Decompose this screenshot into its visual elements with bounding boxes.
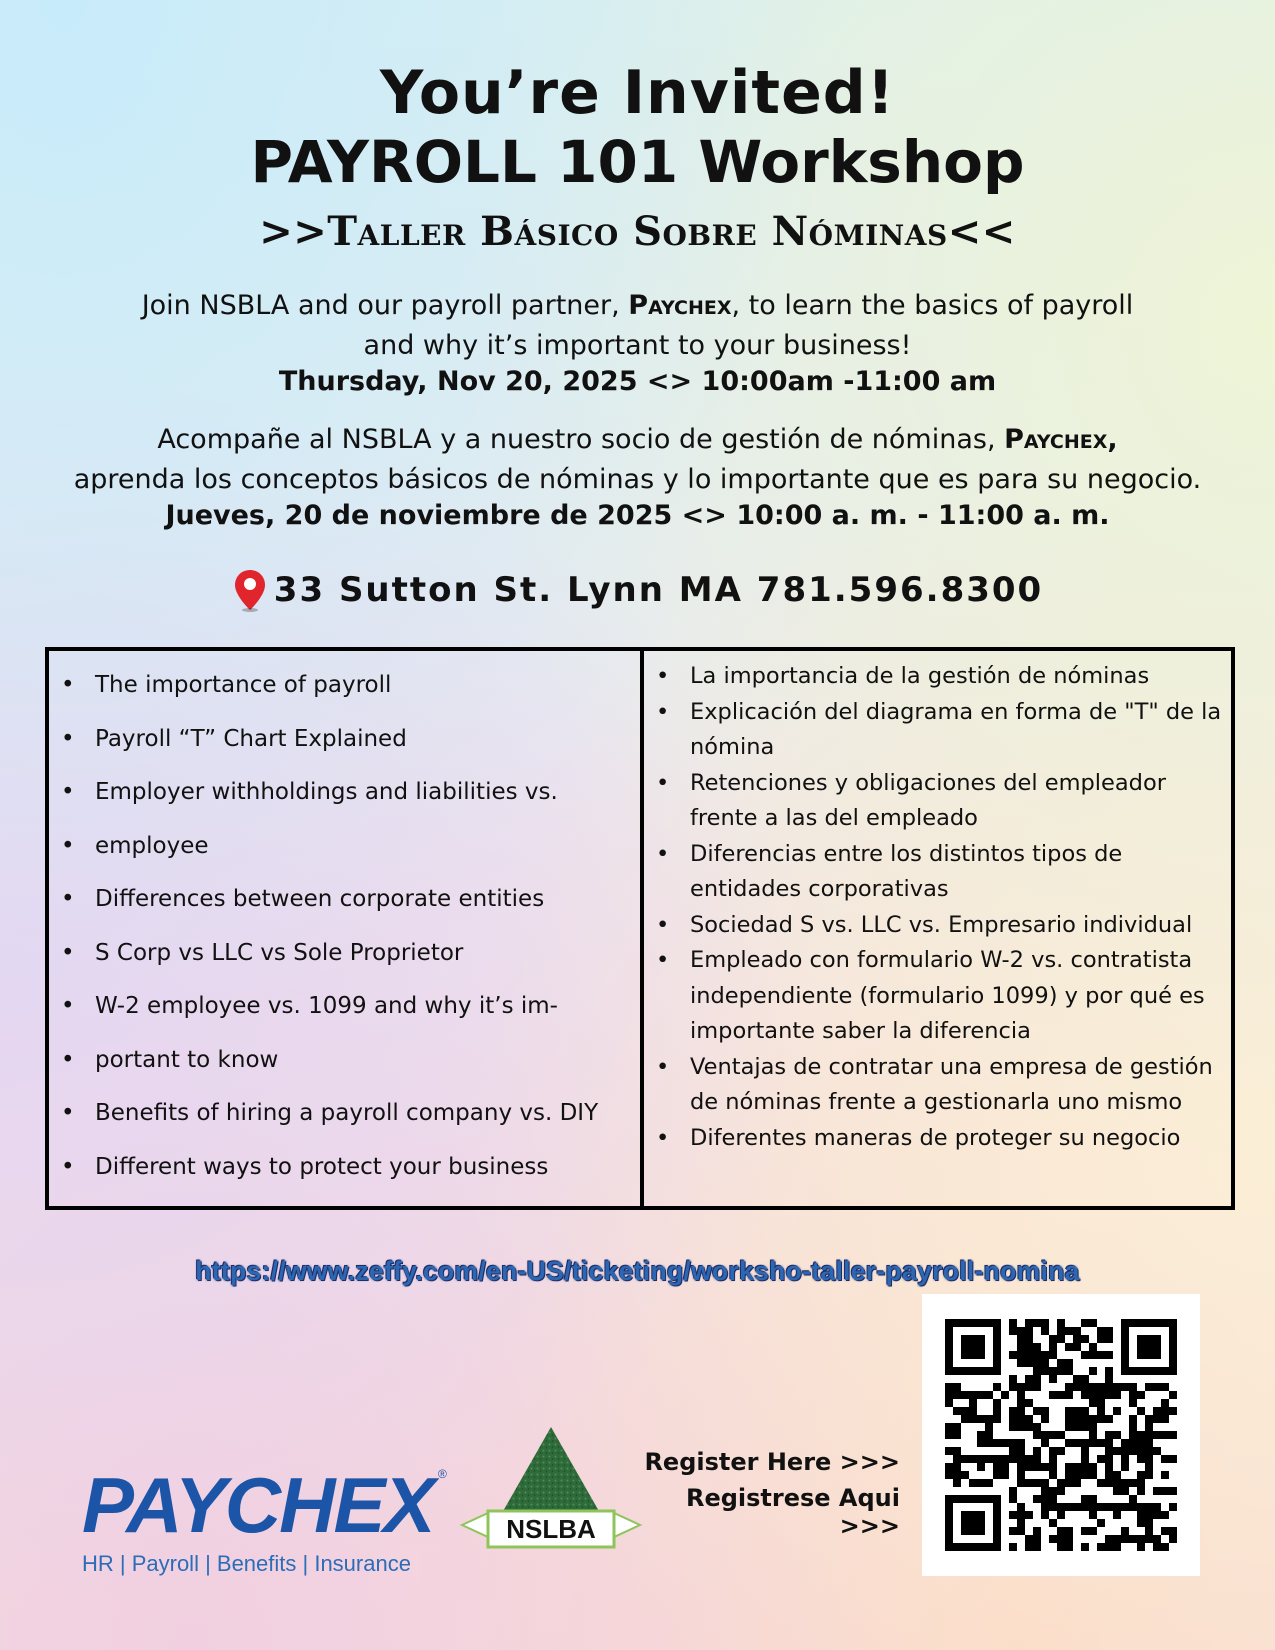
english-intro-line1: [0, 286, 1275, 326]
topic-item-en: • Different ways to protect your business: [49, 1141, 630, 1195]
topic-item-es: • Retenciones y obligaciones del empleador frente a las del empleado: [644, 766, 1225, 837]
english-date: Thursday, Nov 20, 2025 <> 10:00am -11:00 am: [278, 366, 997, 397]
map-pin-icon: [232, 568, 268, 612]
spanish-date: Jueves, 20 de noviembre de 2025 <> 10:00 a. m. - 11:00 a. m.: [165, 500, 1110, 531]
topic-item-en: • W-2 employee vs. 1099 and why it’s im-: [49, 980, 630, 1034]
registrese-aqui-label: Registrese Aqui >>>: [685, 1484, 900, 1540]
nslba-text: NSLBA: [506, 1514, 596, 1544]
topic-item-en: • portant to know: [49, 1034, 630, 1088]
spanish-intro-pre: Acompañe al NSBLA y a nuestro socio de gestión de nóminas,: [157, 424, 1005, 455]
registration-qr-code[interactable]: [922, 1294, 1200, 1576]
topic-item-en: • Benefits of hiring a payroll company vs. DIY: [49, 1087, 630, 1141]
paychex-name: Paychex: [628, 290, 732, 321]
registration-url[interactable]: https://www.zeffy.com/en-US/ticketing/worksho-taller-payroll-nomina: [195, 1256, 1080, 1286]
title-spanish: >>Taller Básico Sobre Nóminas<<: [259, 208, 1016, 255]
topic-item-en: • employee: [49, 820, 630, 874]
topic-item-en: • The importance of payroll: [49, 659, 630, 713]
topic-item-es: • Sociedad S vs. LLC vs. Empresario individual: [644, 908, 1225, 944]
register-here-label: Register Here >>>: [644, 1448, 900, 1476]
topics-spanish-column: [644, 651, 1231, 1206]
topic-item-en: • Payroll “T” Chart Explained: [49, 713, 630, 767]
location-row: [0, 568, 1275, 612]
topic-item-es: • La importancia de la gestión de nóminas: [644, 659, 1225, 695]
paychex-logo: [82, 1461, 462, 1580]
registered-mark: ®: [438, 1467, 447, 1481]
topic-item-es: • Explicación del diagrama en forma de "T" de la nómina: [644, 695, 1225, 766]
topics-spanish-list: [644, 659, 1225, 1156]
spanish-intro-line1: [0, 420, 1275, 460]
topic-item-es: • Diferentes maneras de proteger su negocio: [644, 1121, 1225, 1157]
topic-item-en: • Employer withholdings and liabilities vs.: [49, 766, 630, 820]
title-workshop: PAYROLL 101 Workshop: [250, 128, 1025, 196]
nslba-logo: [458, 1425, 644, 1555]
english-intro-line2: and why it’s important to your business!: [363, 330, 912, 361]
paychex-wordmark: PAYCHEX: [82, 1461, 434, 1549]
paychex-tagline: HR | Payroll | Benefits | Insurance: [82, 1551, 411, 1576]
topic-item-es: • Empleado con formulario W-2 vs. contratista independiente (formulario 1099) y por qué es importante saber la diferencia: [644, 943, 1225, 1050]
topic-item-en: • Differences between corporate entities: [49, 873, 630, 927]
paychex-name-es: Paychex,: [1004, 424, 1118, 455]
topic-item-es: • Ventajas de contratar una empresa de gestión de nóminas frente a gestionarla uno mismo: [644, 1050, 1225, 1121]
topics-english-list: [49, 659, 630, 1194]
topics-english-column: [49, 651, 644, 1206]
topic-item-es: • Diferencias entre los distintos tipos de entidades corporativas: [644, 837, 1225, 908]
address-text: 33 Sutton St. Lynn MA 781.596.8300: [273, 570, 1044, 610]
english-intro-post: , to learn the basics of payroll: [731, 290, 1134, 321]
topics-table: [45, 647, 1235, 1210]
spanish-intro-line2: aprenda los conceptos básicos de nóminas y lo importante que es para su negocio.: [73, 464, 1202, 495]
title-invited: You’re Invited!: [379, 58, 896, 128]
topic-item-en: • S Corp vs LLC vs Sole Proprietor: [49, 927, 630, 981]
english-intro-pre: Join NSBLA and our payroll partner,: [141, 290, 629, 321]
